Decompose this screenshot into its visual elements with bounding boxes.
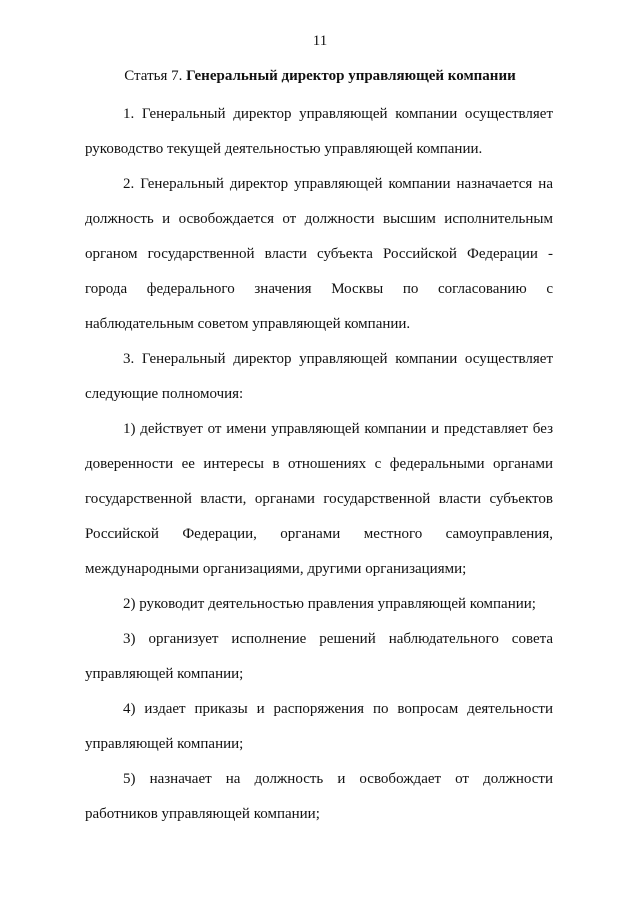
list-item-5: 5) назначает на должность и освобождает от должности работников управляющей компании; — [85, 771, 553, 822]
article-body — [85, 97, 553, 832]
list-item-1: 1) действует от имени управляющей компании и представляет без доверенности ее интересы в отношениях с федеральными органами государственной власти, органами государственной власти субъектов Российской Федерации, органами местного самоуправления, международными организациями, другими организациями; — [85, 421, 553, 577]
page-number: 11 — [312, 33, 328, 49]
paragraph-3: 3. Генеральный директор управляющей компании осуществляет следующие полномочия: — [85, 351, 553, 402]
article-title: Генеральный директор управляющей компании — [186, 68, 516, 84]
article-heading — [0, 68, 640, 85]
list-item-3: 3) организует исполнение решений наблюдательного совета управляющей компании; — [85, 631, 553, 682]
list-item-4: 4) издает приказы и распоряжения по вопросам деятельности управляющей компании; — [85, 701, 553, 752]
paragraph-1: 1. Генеральный директор управляющей компании осуществляет руководство текущей деятельностью управляющей компании. — [85, 106, 553, 157]
article-prefix: Статья 7. — [124, 68, 183, 84]
list-item-2: 2) руководит деятельностью правления управляющей компании; — [123, 596, 536, 612]
paragraph-2: 2. Генеральный директор управляющей компании назначается на должность и освобождается от должности высшим исполнительным органом государственной власти субъекта Российской Федерации - города федерального значения Москвы по согласованию с наблюдательным советом управляющей компании. — [85, 176, 553, 332]
